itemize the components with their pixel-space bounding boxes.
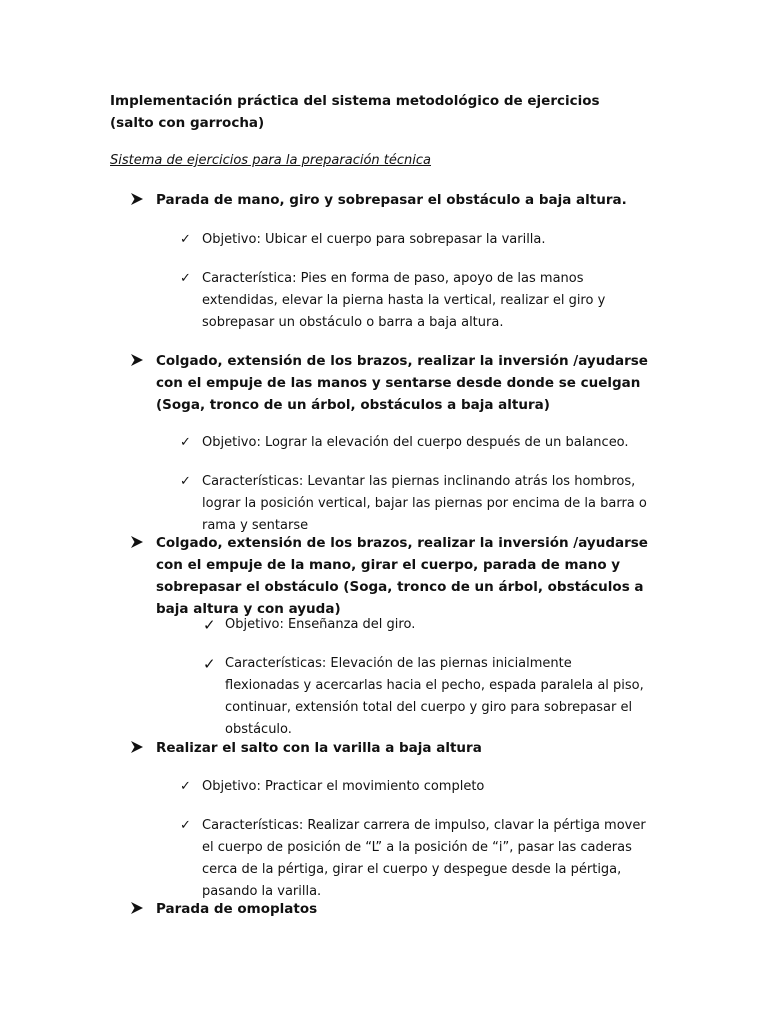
- arrowhead-bullet-icon: [130, 353, 144, 367]
- arrowhead-bullet-icon: [130, 192, 144, 206]
- checkmark-bullet-icon: ✓: [180, 232, 191, 247]
- arrowhead-bullet-icon: [130, 535, 144, 549]
- checkmark-bullet-icon: ✓: [180, 435, 191, 450]
- checkmark-bullet-icon: ✓: [203, 616, 216, 634]
- checkmark-bullet-icon: ✓: [180, 271, 191, 286]
- checkmark-bullet-icon: ✓: [180, 818, 191, 833]
- list-item-text: Características: Levantar las piernas inclinando atrás los hombros, lograr la posición vertical, bajar las piernas por encima de la barra o rama y sentarse: [202, 474, 647, 533]
- section-heading-text: Colgado, extensión de los brazos, realizar la inversión /ayudarse con el empuje de la mano, girar el cuerpo, parada de mano y sobrepasar el obstáculo (Soga, tronco de un árbol, obstáculos a baja altura y con ayuda): [156, 535, 648, 617]
- arrowhead-bullet-icon: [130, 901, 144, 915]
- checkmark-bullet-icon: ✓: [203, 655, 216, 673]
- list-item-text: Característica: Pies en forma de paso, apoyo de las manos extendidas, elevar la pierna hasta la vertical, realizar el giro y sobrepasar un obstáculo o barra a baja altura.: [202, 271, 606, 330]
- list-item-text: Objetivo: Practicar el movimiento completo: [202, 779, 485, 794]
- document-title: Implementación práctica del sistema metodológico de ejercicios (salto con garrocha): [110, 93, 600, 131]
- document-subtitle: Sistema de ejercicios para la preparación técnica: [110, 153, 431, 168]
- section-heading-text: Realizar el salto con la varilla a baja altura: [156, 740, 482, 756]
- section-heading-text: Parada de mano, giro y sobrepasar el obstáculo a baja altura.: [156, 192, 627, 208]
- section-heading-text: Parada de omoplatos: [156, 901, 318, 917]
- list-item-text: Características: Realizar carrera de impulso, clavar la pértiga mover el cuerpo de posición de “L” a la posición de “i”, pasar las caderas cerca de la pértiga, girar el cuerpo y despegue desde la pértiga, pasando la varilla.: [202, 818, 646, 899]
- section-heading-text: Colgado, extensión de los brazos, realizar la inversión /ayudarse con el empuje de las manos y sentarse desde donde se cuelgan (Soga, tronco de un árbol, obstáculos a baja altura): [156, 353, 648, 413]
- checkmark-bullet-icon: ✓: [180, 474, 191, 489]
- list-item-text: Objetivo: Ubicar el cuerpo para sobrepasar la varilla.: [202, 232, 546, 247]
- list-item-text: Objetivo: Enseñanza del giro.: [225, 617, 416, 632]
- list-item-text: Características: Elevación de las piernas inicialmente flexionadas y acercarlas hacia el pecho, espada paralela al piso, continuar, extensión total del cuerpo y giro para sobrepasar el obstáculo.: [225, 656, 644, 737]
- checkmark-bullet-icon: ✓: [180, 779, 191, 794]
- list-item-text: Objetivo: Lograr la elevación del cuerpo después de un balanceo.: [202, 435, 629, 450]
- arrowhead-bullet-icon: [130, 740, 144, 754]
